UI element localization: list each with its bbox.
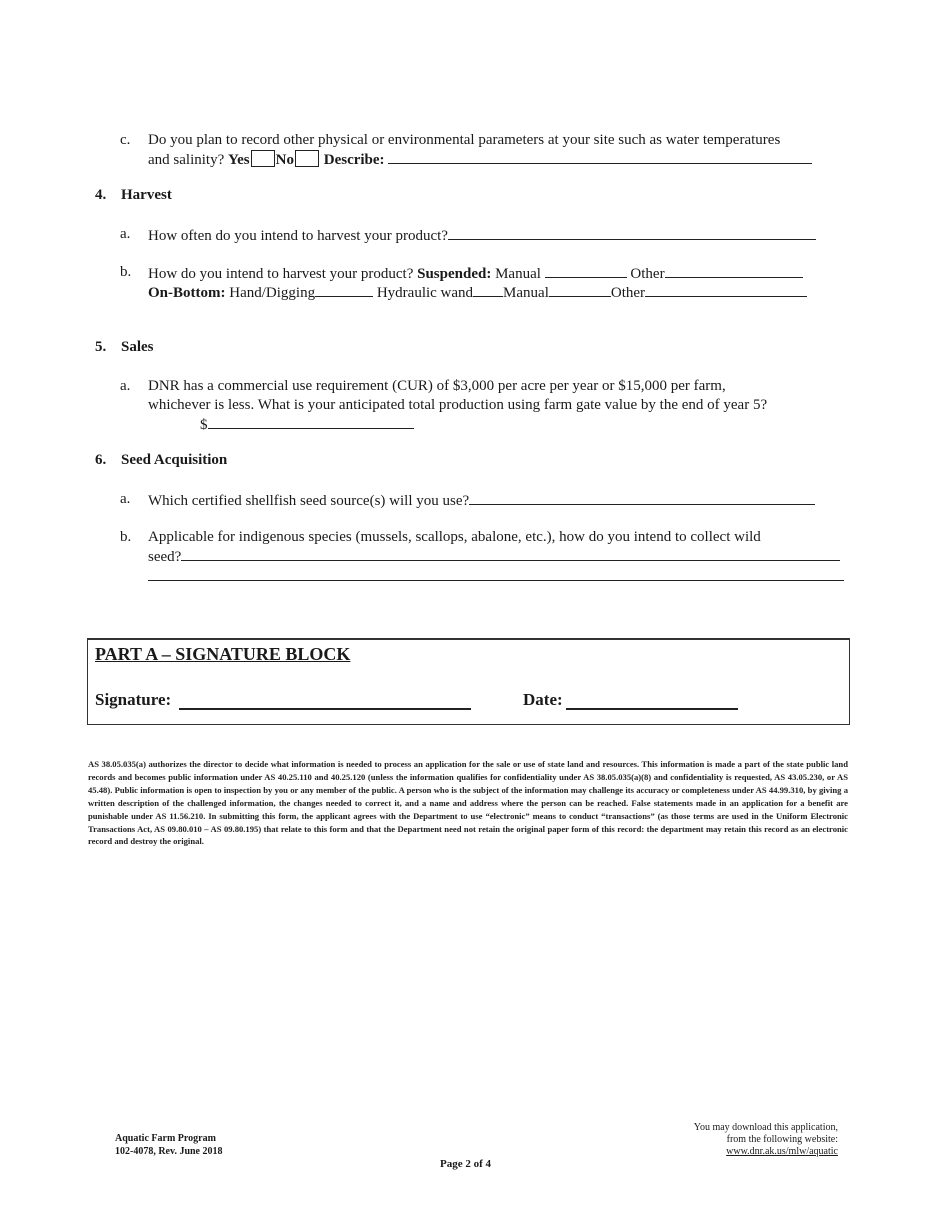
q6b-seed-label: seed?	[148, 549, 182, 565]
download-url-link[interactable]: www.dnr.ak.us/mlw/aquatic	[726, 1146, 838, 1157]
q3c-line2-prefix: and salinity?	[148, 152, 225, 168]
suspended-manual-label: Manual	[495, 266, 541, 282]
describe-label: Describe:	[323, 152, 385, 168]
harvest-frequency-field[interactable]	[448, 225, 816, 240]
q6b-letter: b.	[120, 529, 132, 545]
q6a-letter: a.	[120, 491, 131, 507]
q4b-text: How do you intend to harvest your product?	[148, 266, 414, 282]
bottom-manual-label: Manual	[503, 285, 549, 301]
yes-checkbox[interactable]	[251, 150, 275, 167]
hand-digging-label: Hand/Digging	[229, 285, 316, 301]
download-line2: from the following website:	[726, 1134, 838, 1145]
bottom-manual-field[interactable]	[549, 282, 611, 297]
bottom-other-label: Other	[610, 285, 646, 301]
yes-label: Yes	[227, 152, 250, 168]
section4-number: 4.	[95, 187, 107, 203]
q6a-text: Which certified shellfish seed source(s) will you use?	[148, 493, 470, 509]
q4b-line1	[148, 263, 803, 284]
legal-notice: AS 38.05.035(a) authorizes the director to decide what information is needed to process an application for the sale or use of state land and resources. This information is made a part of the state public land records and becomes public information under AS 40.25.110 and 40.25.120 (unless the information qualifies for confidentiality under AS 38.05.035(a)(8) and confidentiality is requested, AS 43.05.230, or AS 45.48). Public information is open to inspection by you or any member of the public. A person who is the subject of the information may challenge its accuracy or completeness under AS 44.99.310, by giving a written description of the challenged information, the changes needed to correct it, and a name and address where the person can be reached. False statements made in an application for a benefit are punishable under AS 11.56.210. In submitting this form, the applicant agrees with the Department to use “electronic” means to conduct “transactions” (as those terms are used in the Uniform Electronic Transactions Act, AS 09.80.010 – AS 09.80.195) that relate to this form and that the Department need not retain the original paper form of this record: the department may retain this record as an electronic record and destroy the original.	[88, 759, 848, 847]
date-label: Date:	[523, 690, 563, 709]
q5a-line2: whichever is less. What is your anticipated total production using farm gate value by the end of year 5?	[148, 397, 768, 413]
date-field[interactable]	[566, 708, 738, 710]
production-value-field[interactable]	[208, 414, 414, 429]
bottom-other-field[interactable]	[645, 282, 807, 297]
q4b-letter: b.	[120, 264, 132, 280]
signature-block	[87, 638, 850, 725]
section6-title: Seed Acquisition	[121, 452, 228, 468]
q4b-line2	[148, 282, 807, 303]
q5a-line1: DNR has a commercial use requirement (CUR) of $3,000 per acre per year or $15,000 per farm,	[148, 378, 726, 394]
q6b-line1: Applicable for indigenous species (mussels, scallops, abalone, etc.), how do you intend to collect wild	[148, 529, 761, 545]
section6-number: 6.	[95, 452, 107, 468]
signature-label: Signature:	[95, 690, 172, 709]
hydraulic-wand-label: Hydraulic wand	[376, 285, 474, 301]
suspended-manual-field[interactable]	[545, 263, 627, 278]
currency-symbol: $	[200, 417, 208, 433]
q5a-amount	[200, 414, 414, 435]
q5a-letter: a.	[120, 378, 131, 394]
q3c-line1: Do you plan to record other physical or environmental parameters at your site such as water temperatures	[148, 132, 781, 148]
q4a	[148, 225, 816, 246]
q4a-letter: a.	[120, 226, 131, 242]
footer-program: Aquatic Farm Program	[115, 1133, 216, 1144]
q6a	[148, 490, 815, 511]
suspended-other-label: Other	[630, 266, 665, 282]
on-bottom-label: On-Bottom:	[148, 285, 226, 301]
q6b-line2	[148, 546, 840, 567]
suspended-label: Suspended:	[417, 266, 492, 282]
hydraulic-wand-field[interactable]	[473, 282, 503, 297]
suspended-other-field[interactable]	[665, 263, 803, 278]
page-number: Page 2 of 4	[440, 1158, 492, 1170]
section5-number: 5.	[95, 339, 107, 355]
footer-form-id: 102-4078, Rev. June 2018	[115, 1146, 223, 1157]
section5-title: Sales	[121, 339, 154, 355]
wild-seed-field-line2[interactable]	[148, 580, 844, 581]
no-label: No	[275, 152, 294, 168]
describe-field[interactable]	[388, 149, 812, 164]
wild-seed-field[interactable]	[181, 546, 840, 561]
signature-field[interactable]	[179, 708, 471, 710]
section4-title: Harvest	[121, 187, 172, 203]
q3c-line2	[148, 149, 812, 170]
signature-block-title: PART A – SIGNATURE BLOCK	[95, 644, 351, 664]
seed-source-field[interactable]	[469, 490, 815, 505]
q4a-text: How often do you intend to harvest your product?	[148, 228, 448, 244]
no-checkbox[interactable]	[295, 150, 319, 167]
q3c-letter: c.	[120, 132, 131, 148]
download-line1: You may download this application,	[693, 1122, 838, 1133]
hand-digging-field[interactable]	[315, 282, 373, 297]
